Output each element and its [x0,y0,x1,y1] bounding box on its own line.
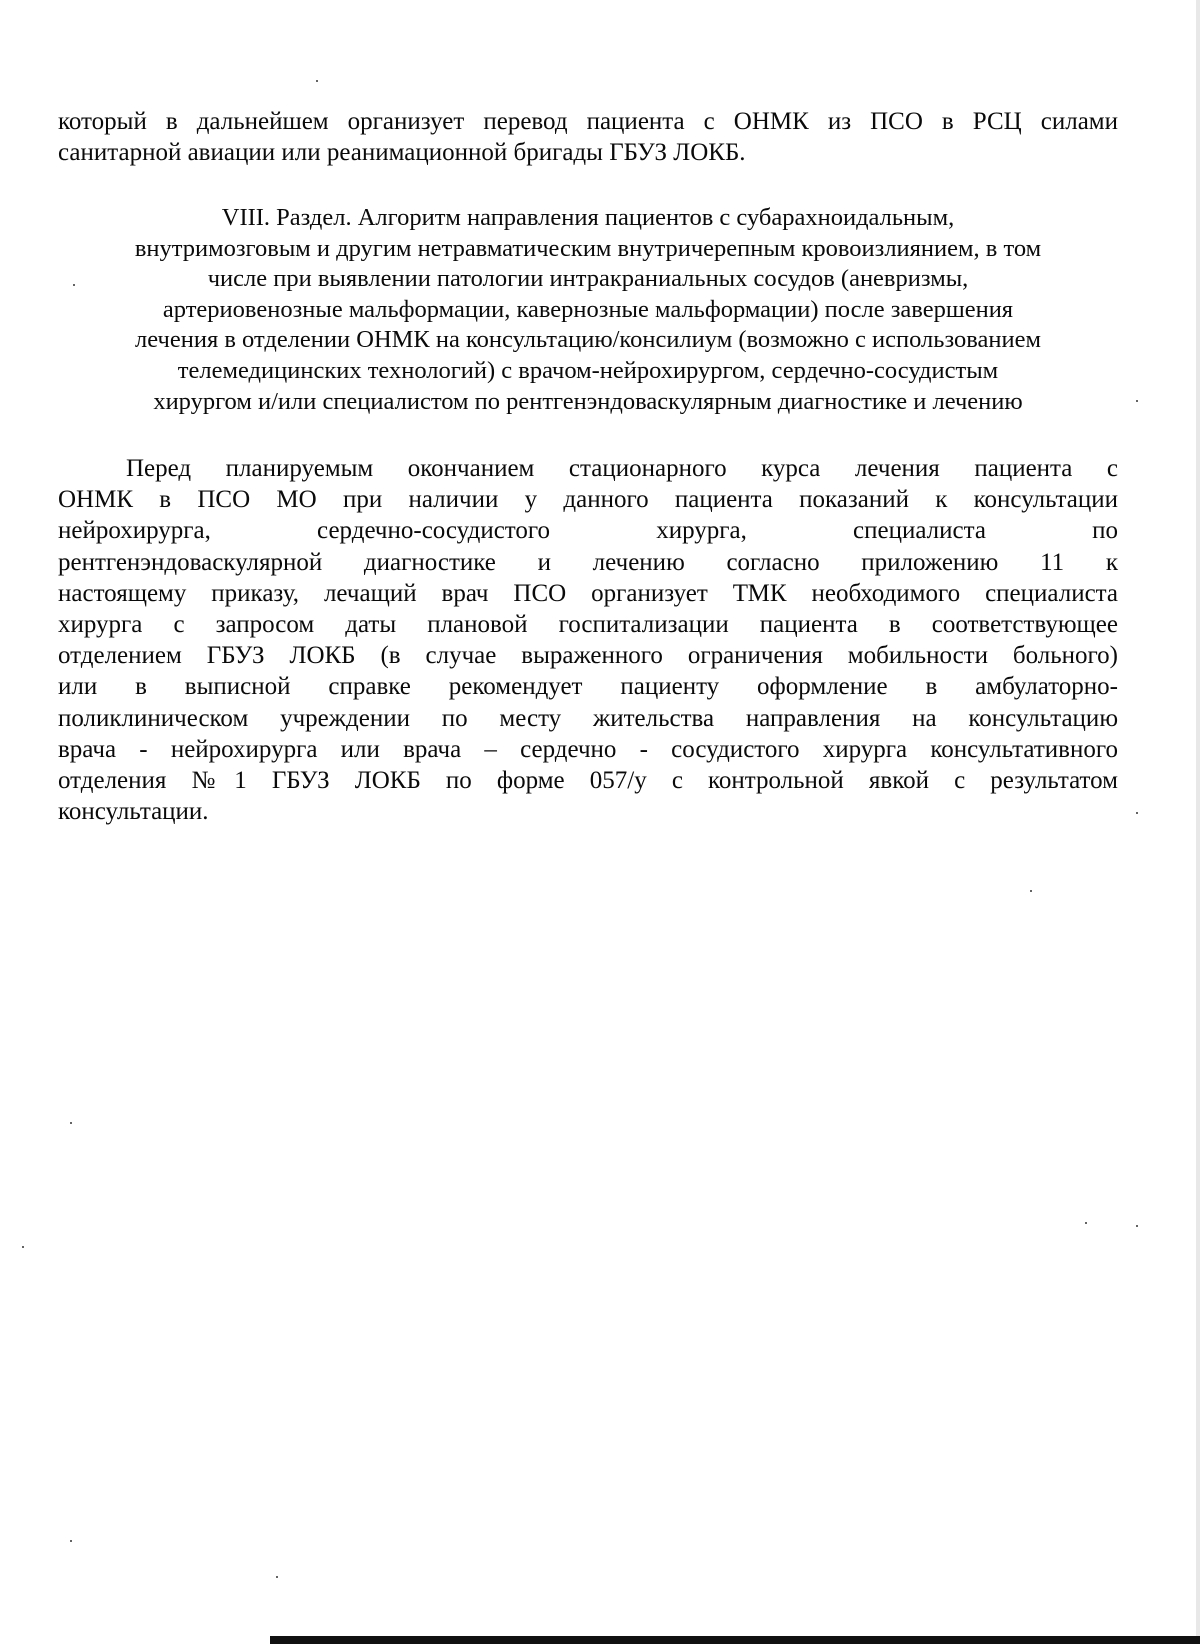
section-heading [55,203,1121,417]
paragraph-line: отделения №1 ГБУЗ ЛОКБ по форме 057/у с контрольной явкой с результатом [58,767,1118,795]
scan-speck [70,1540,72,1542]
paragraph-line: хирурга с запросом даты плановой госпитализации пациента в соответствующее [58,611,1118,639]
scan-speck [70,1122,72,1124]
body-paragraph [58,453,1118,827]
heading-line: телемедицинских технологий) с врачом-нейрохирургом, сердечно-сосудистым [177,356,999,384]
heading-line: артериовенозные мальформации, кавернозные мальформации) после завершения [162,295,1014,323]
heading-line: числе при выявлении патологии интракраниальных сосудов (аневризмы, [207,265,969,293]
scan-speck [73,284,75,286]
scan-speck [1030,890,1032,892]
paragraph-line: Перед планируемым окончанием стационарного курса лечения пациента с [126,455,1118,482]
paragraph-line: или в выписной справке рекомендует пациенту оформление в амбулаторно- [58,673,1118,701]
heading-line: внутримозговым и другим нетравматическим внутричерепным кровоизлиянием, в том [134,234,1042,262]
heading-line: VIII. Раздел. Алгоритм направления пациентов с субарахноидальным, [221,204,955,231]
continuation-line: который в дальнейшем организует перевод пациента с ОНМК из ПСО в РСЦ силами [58,108,1118,135]
paragraph-line: отделением ГБУЗ ЛОКБ (в случае выраженного ограничения мобильности больного) [58,642,1118,670]
scan-speck [1136,1225,1138,1227]
scan-bottom-edge [270,1636,1200,1644]
heading-line: лечения в отделении ОНМК на консультацию/консилиум (возможно с использованием [135,326,1041,354]
paragraph-line: ОНМК в ПСО МО при наличии у данного пациента показаний к консультации [58,486,1118,514]
heading-line: хирургом и/или специалистом по рентгенэндоваскулярным диагностике и лечению [153,387,1023,415]
scan-speck [316,80,318,82]
paragraph-line: поликлиническом учреждении по месту жительства направления на консультацию [58,704,1118,732]
scan-speck [1136,400,1138,402]
scan-edge [1196,0,1200,1644]
scan-speck [1085,1222,1087,1224]
paragraph-line: рентгенэндоваскулярной диагностике и лечению согласно приложению 11 к [58,548,1118,576]
paragraph-line: врача - нейрохирурга или врача – сердечно - сосудистого хирурга консультативного [58,735,1118,763]
paragraph-line: настоящему приказу, лечащий врач ПСО организует ТМК необходимого специалиста [58,579,1118,607]
continuation-line: санитарной авиации или реанимационной бригады ГБУЗ ЛОКБ. [58,139,746,166]
scan-speck [276,1576,278,1578]
continuation-text [58,106,1118,168]
scan-speck [22,1246,24,1248]
paragraph-line: консультации. [58,798,209,826]
scan-speck [1136,812,1138,814]
paragraph-line: нейрохирурга, сердечно-сосудистого хирурга, специалиста по [58,517,1118,545]
